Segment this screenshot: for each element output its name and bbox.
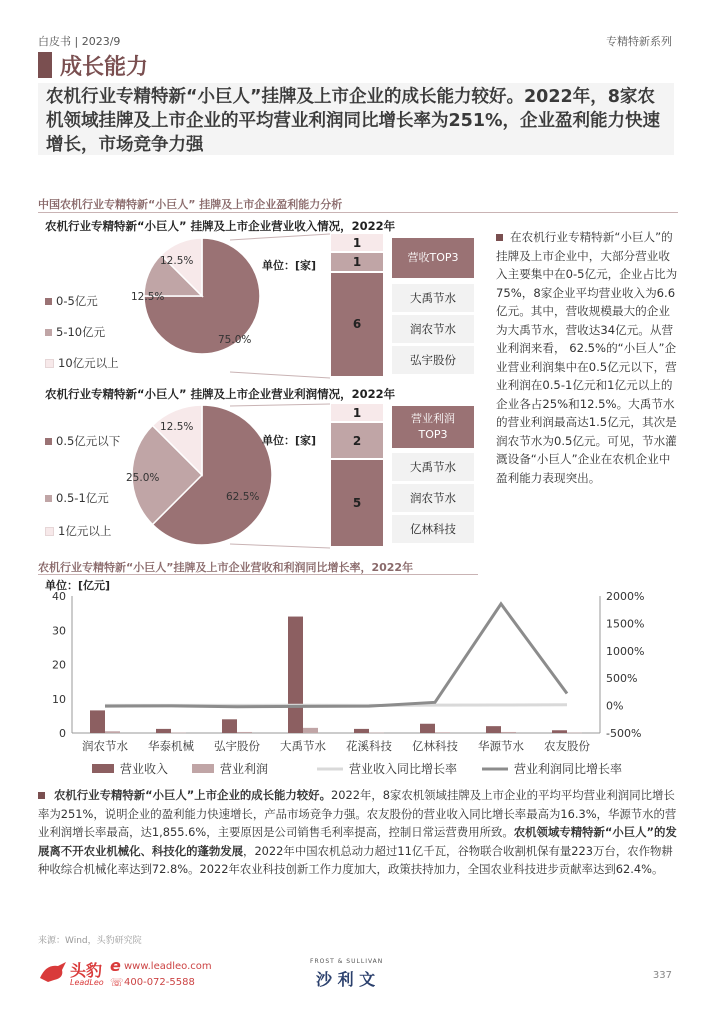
bar-revenue bbox=[420, 724, 435, 733]
profit-connector bbox=[230, 402, 330, 552]
profit-top-company-2: 润农节水 bbox=[392, 484, 474, 512]
revenue-legend-0-5: 0-5亿元 bbox=[45, 293, 98, 309]
revenue-top3-header: 营收TOP3 bbox=[392, 238, 474, 278]
combo-chart-title: 农机行业专精特新“小巨人”挂牌及上市企业营收和利润同比增长率，2022年 bbox=[38, 561, 414, 574]
legend-label: 营业收入同比增长率 bbox=[349, 762, 458, 776]
profit-stack-segment-2: 2 bbox=[331, 423, 383, 460]
phone-icon: ☏ bbox=[110, 976, 124, 989]
profit-slice-label-1: 62.5% bbox=[226, 491, 260, 503]
revenue-stack-segment-3: 6 bbox=[331, 273, 383, 379]
bar-profit bbox=[369, 733, 384, 734]
revenue-legend-10plus: 10亿元以上 bbox=[45, 355, 119, 371]
partner-small: FROST & SULLIVAN bbox=[310, 958, 384, 965]
revenue-chart-title: 农机行业专精特新“小巨人” 挂牌及上市企业营业收入情况，2022年 bbox=[45, 219, 396, 233]
section-marker bbox=[38, 52, 52, 78]
x-tick-label: 弘宇股份 bbox=[214, 739, 260, 753]
legend-label: 营业利润 bbox=[220, 762, 269, 776]
source-note: 来源：Wind，头豹研究院 bbox=[38, 936, 142, 946]
bar-revenue bbox=[486, 726, 501, 733]
x-tick-label: 润农节水 bbox=[82, 739, 128, 753]
profit-slice-label-3: 12.5% bbox=[160, 421, 194, 433]
profit-stack-segment-3: 5 bbox=[331, 460, 383, 548]
revenue-stack-segment-2: 1 bbox=[331, 253, 383, 272]
y-tick-label: 20 bbox=[52, 658, 66, 672]
bar-revenue bbox=[156, 729, 171, 733]
revenue-top-company-1: 大禹节水 bbox=[392, 284, 474, 312]
revenue-unit: 单位：[家] bbox=[262, 259, 317, 272]
headline: 农机行业专精特新“小巨人”挂牌及上市企业的成长能力较好。2022年，8家农机领域挂牌及上市企业的平均营业利润同比增长率为251%，企业盈利能力快速增长，市场竞争力强 bbox=[38, 83, 674, 155]
page-number: 337 bbox=[652, 970, 672, 981]
profit-top-company-1: 大禹节水 bbox=[392, 453, 474, 481]
footer-logo-sub: LeadLeo bbox=[70, 978, 104, 987]
bar-profit bbox=[237, 732, 252, 733]
section-title: 成长能力 bbox=[60, 55, 149, 80]
legend-swatch bbox=[92, 764, 114, 773]
header-doc-info: 白皮书 | 2023/9 bbox=[38, 35, 121, 48]
y2-tick-label: 0% bbox=[606, 699, 624, 713]
bar-revenue bbox=[354, 729, 369, 733]
footer-logo-text: 头豹 bbox=[70, 961, 103, 980]
bar-revenue bbox=[552, 730, 567, 733]
profit-slice-label-2: 25.0% bbox=[126, 472, 160, 484]
profit-stack-segment-1: 1 bbox=[331, 404, 383, 423]
revenue-stack-bar bbox=[331, 234, 383, 378]
revenue-legend-5-10: 5-10亿元 bbox=[45, 324, 105, 340]
profit-unit: 单位：[家] bbox=[262, 434, 317, 447]
revenue-connector bbox=[230, 232, 330, 382]
x-tick-label: 亿林科技 bbox=[412, 739, 458, 753]
bar-profit bbox=[171, 733, 186, 734]
profit-top3-header: 营业利润 TOP3 bbox=[392, 406, 474, 448]
y-tick-label: 30 bbox=[52, 624, 66, 638]
legend-label: 营业收入 bbox=[120, 762, 169, 776]
y2-tick-label: -500% bbox=[606, 727, 642, 740]
legend-label: 营业利润同比增长率 bbox=[514, 762, 623, 776]
e-logo-icon: e bbox=[110, 956, 121, 975]
bar-profit bbox=[105, 731, 120, 733]
profit-legend-gt1: 1亿元以上 bbox=[45, 523, 111, 539]
profit-chart-title: 农机行业专精特新“小巨人” 挂牌及上市企业营业利润情况，2022年 bbox=[45, 387, 396, 401]
header-series: 专精特新系列 bbox=[606, 35, 672, 48]
footer-phone: 400-072-5588 bbox=[124, 977, 195, 988]
divider bbox=[38, 212, 678, 213]
profit-stack-bar bbox=[331, 404, 383, 548]
y-tick-label: 10 bbox=[52, 692, 66, 706]
profit-legend-05-1: 0.5-1亿元 bbox=[45, 490, 109, 506]
bar-profit bbox=[567, 733, 582, 734]
bar-revenue bbox=[90, 710, 105, 733]
bar-revenue bbox=[222, 719, 237, 733]
leopard-logo-icon bbox=[38, 960, 68, 984]
analysis-subtitle: 中国农机行业专精特新“小巨人” 挂牌及上市企业盈利能力分析 bbox=[38, 198, 343, 211]
y2-tick-label: 2000% bbox=[606, 590, 645, 603]
profit-top-company-3: 亿林科技 bbox=[392, 515, 474, 543]
y2-tick-label: 500% bbox=[606, 672, 638, 686]
combo-chart bbox=[30, 588, 690, 783]
revenue-slice-label-3: 12.5% bbox=[160, 255, 194, 267]
revenue-slice-label-2: 12.5% bbox=[131, 291, 165, 303]
revenue-slice-label-1: 75.0% bbox=[218, 334, 252, 346]
bar-profit bbox=[501, 732, 516, 733]
x-tick-label: 农友股份 bbox=[544, 739, 590, 753]
combo-unit: 单位：[亿元] bbox=[45, 579, 111, 592]
bar-profit bbox=[303, 728, 318, 733]
x-tick-label: 花溪科技 bbox=[346, 739, 392, 753]
x-tick-label: 华泰机械 bbox=[148, 739, 194, 753]
y-tick-label: 0 bbox=[59, 727, 66, 740]
x-tick-label: 华源节水 bbox=[478, 739, 524, 753]
bottom-paragraph: 农机行业专精特新“小巨人”上市企业的成长能力较好。2022年，8家农机领域挂牌及上市企业的平均平均营业利润同比增长率为251%，说明企业的盈利能力快速增长，产品市场竞争力强。农友股份的营业收入同比增长率最高为16.3%，华源节水的营业利润增长率最高，达1,855.6%，主要原因是公司销售毛利率提高，控制日常运营费用所致。农机领域专精特新“小巨人”的发展离不开农业机械化、科技化的蓬勃发展，2022年中国农机总动力超过11亿千瓦，谷物联合收割机保有量223万台，农作物耕种收综合机械化率达到72.8%。2022年农业科技创新工作力度加大，政策扶持加力，全国农业科技进步贡献率达到62.4%。 bbox=[38, 788, 677, 877]
y2-tick-label: 1000% bbox=[606, 644, 645, 658]
revenue-top-company-3: 弘宇股份 bbox=[392, 346, 474, 374]
y-tick-label: 40 bbox=[52, 590, 66, 603]
y2-tick-label: 1500% bbox=[606, 617, 645, 631]
profit-legend-lt05: 0.5亿元以下 bbox=[45, 433, 120, 449]
revenue-stack-segment-1: 1 bbox=[331, 234, 383, 253]
partner-logo: 沙 利 文 bbox=[316, 970, 376, 989]
line-profit-growth bbox=[105, 604, 567, 707]
bar-revenue bbox=[288, 617, 303, 733]
x-tick-label: 大禹节水 bbox=[280, 739, 326, 753]
footer-url[interactable]: www.leadleo.com bbox=[124, 961, 212, 972]
revenue-top-company-2: 润农节水 bbox=[392, 315, 474, 343]
legend-swatch bbox=[192, 764, 214, 773]
side-analysis-text: 在农机行业专精特新“小巨人”的挂牌及上市企业中，大部分营业收入主要集中在0-5亿元，企业占比为75%，8家企业平均营业收入为6.6亿元。其中，营收规模最大的企业为大禹节水，营收达34亿元。从营业利润来看， 62.5%的“小巨人”企业营业利润集中在0.5亿元以下，营业利润在0.5-1亿元和1亿元以上的企业各占25%和12.5%。大禹节水的营业利润最高达1.5亿元，其次是润农节水为0.5亿元。可见，节水灌溉设备“小巨人”企业在农机企业中盈利能力表现突出。 bbox=[496, 230, 678, 485]
divider bbox=[38, 574, 478, 575]
bar-profit bbox=[435, 732, 450, 733]
